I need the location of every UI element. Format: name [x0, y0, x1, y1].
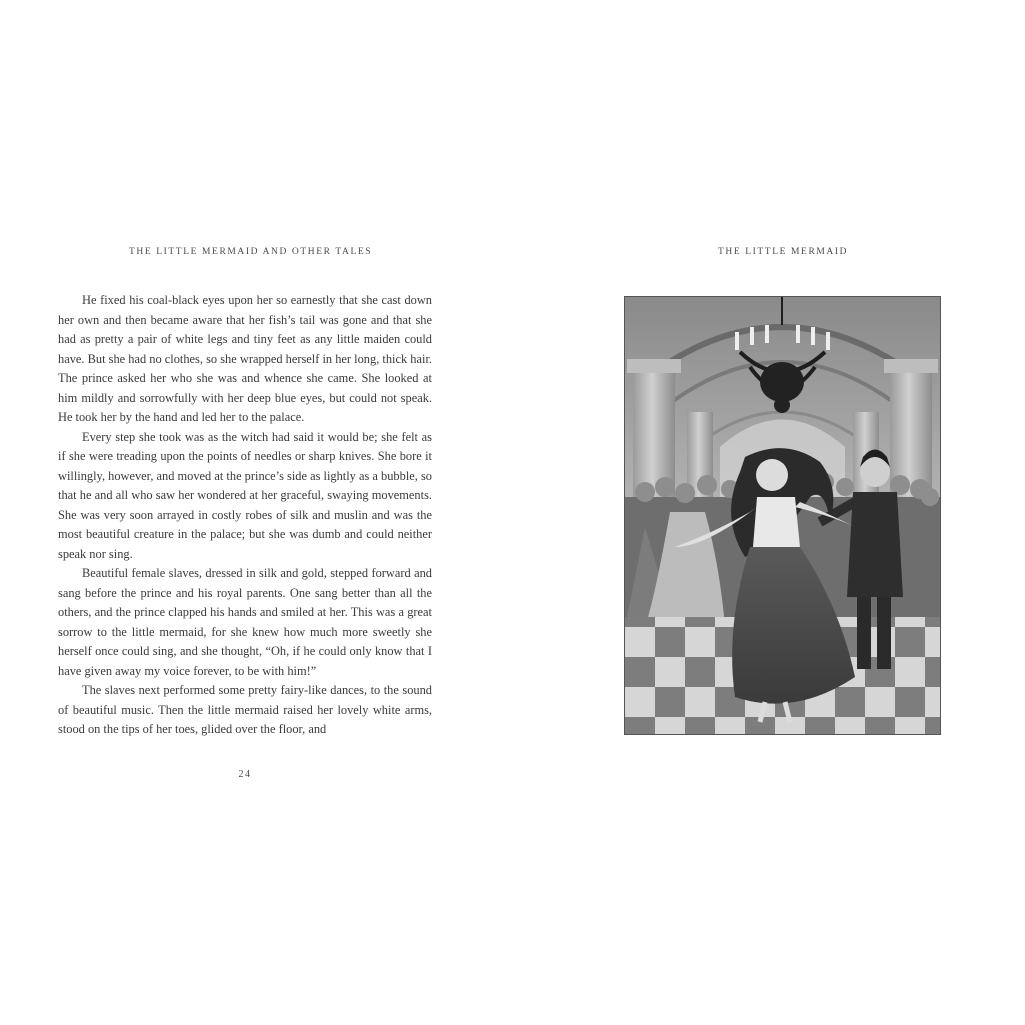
- illustration: [624, 296, 941, 735]
- page-number: 24: [238, 769, 252, 780]
- body-text: [58, 291, 432, 740]
- running-head-right: THE LITTLE MERMAID: [718, 247, 849, 257]
- paragraph: The slaves next performed some pretty fairy-like dances, to the sound of beautiful music. Then the little mermaid raised her lovely white arms, stood on the tips of her toes, glided over the floor, and: [58, 683, 432, 736]
- right-page: [512, 0, 1025, 1025]
- paragraph: Every step she took was as the witch had said it would be; she felt as if she were treading upon the points of needles or sharp knives. She bore it willingly, however, and moved at the prince’s side as lightly as a bubble, so that he and all who saw her wondered at her graceful, swaying movements. She was very soon arrayed in costly robes of silk and muslin and was the most beautiful creature in the palace; but she was dumb and could neither speak nor sing.: [58, 429, 432, 561]
- ballroom-illustration: [625, 297, 940, 734]
- running-head-left: THE LITTLE MERMAID AND OTHER TALES: [129, 247, 373, 257]
- paragraph: He fixed his coal-black eyes upon her so earnestly that she cast down her own and then became aware that her fish’s tail was gone and that she had as pretty a pair of white legs and tiny feet as any little maiden could have. But she had no clothes, so she wrapped herself in her long, thick hair. The prince asked her who she was and whence she came. She looked at him mildly and sorrowfully with her deep blue eyes, but could not speak. He took her by the hand and led her to the palace.: [58, 293, 432, 424]
- left-page: [0, 0, 512, 1025]
- paragraph: Beautiful female slaves, dressed in silk and gold, stepped forward and sang before the prince and his royal parents. One sang better than all the others, and the prince clapped his hands and smiled at her. This was a great sorrow to the little mermaid, for she knew how much more sweetly she herself once could sing, and she thought, “Oh, if he could only know that I have given away my voice forever, to be with him!”: [58, 566, 432, 678]
